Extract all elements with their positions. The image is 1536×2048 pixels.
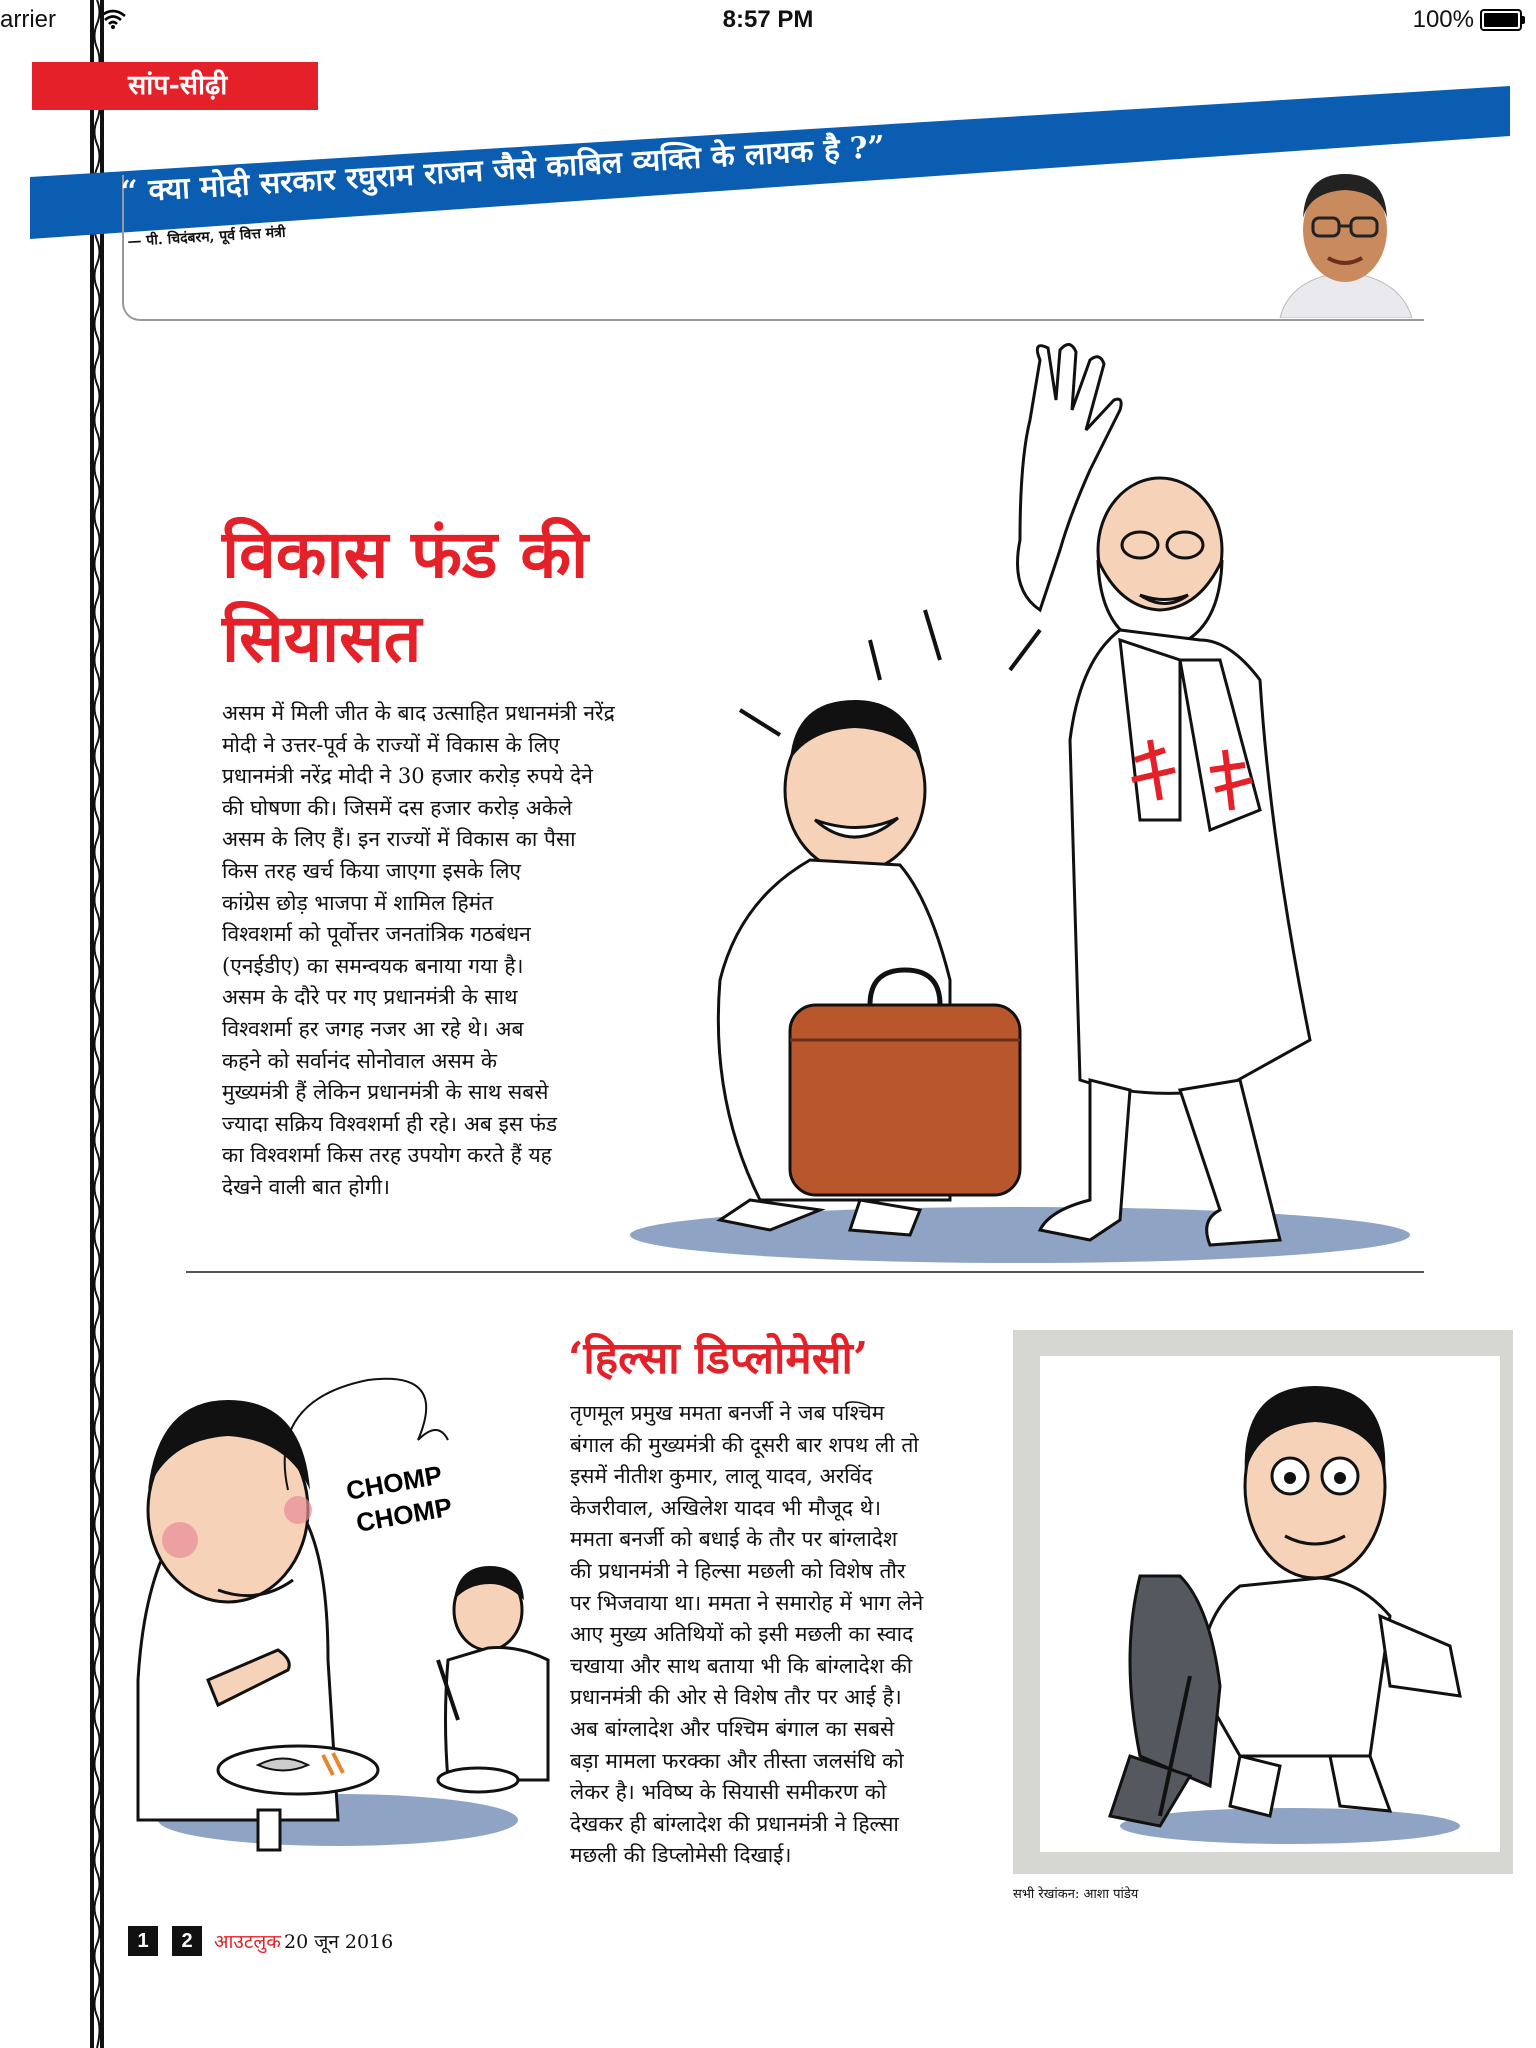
battery-percent: 100%: [1412, 6, 1474, 33]
body-line: कांग्रेस छोड़ भाजपा में शामिल हिमंत: [222, 890, 494, 915]
page-number-digit: 1: [128, 1926, 158, 1956]
body-line: विश्वशर्मा हर जगह नजर आ रहे थे। अब: [222, 1016, 524, 1041]
publication-name: आउटलुक: [214, 1931, 281, 1953]
issue-date: 20 जून 2016: [284, 1931, 394, 1953]
body-line: प्रधानमंत्री नरेंद्र मोदी ने 30 हजार करोड़ रुपये देने: [222, 764, 593, 789]
body-line: मोदी ने उत्तर-पूर्व के राज्यों में विकास के लिए: [222, 732, 560, 757]
illustration-credit: सभी रेखांकन: आशा पांडेय: [1013, 1887, 1139, 1902]
body-line: कहने को सर्वानंद सोनोवाल असम के: [222, 1048, 498, 1073]
body-line: प्रधानमंत्री की ओर से विशेष तौर पर आई है।: [570, 1685, 902, 1710]
body-line: इसमें नीतीश कुमार, लालू यादव, अरविंद: [570, 1464, 873, 1489]
body-line: बड़ा मामला फरक्का और तीस्ता जलसंधि को: [570, 1748, 904, 1773]
body-line: असम में मिली जीत के बाद उत्साहित प्रधानमंत्री नरेंद्र: [222, 701, 615, 725]
body-line: पर भिजवाया था। ममता ने समारोह में भाग लेने: [570, 1590, 924, 1615]
binding-spine: [90, 0, 104, 2048]
body-line: किस तरह खर्च किया जाएगा इसके लिए: [222, 858, 522, 883]
body-line: बंगाल की मुख्यमंत्री की दूसरी बार शपथ ली तो: [570, 1432, 919, 1457]
article1-body: [222, 698, 670, 1204]
article1-headline: [222, 512, 588, 680]
body-line: मुख्यमंत्री हैं लेकिन प्रधानमंत्री के साथ सबसे: [222, 1080, 549, 1105]
headline-line: विकास फंड की: [222, 515, 589, 593]
cartoon-mamata-dinner: [118, 1360, 558, 1860]
body-line: अब बांग्लादेश और पश्चिम बंगाल का सबसे: [570, 1716, 895, 1741]
body-line: केजरीवाल, अखिलेश यादव भी मौजूद थे।: [570, 1495, 882, 1520]
body-line: ज्यादा सक्रिय विश्वशर्मा ही रहे। अब इस फंड: [222, 1111, 558, 1136]
body-line: विश्वशर्मा को पूर्वोत्तर जनतांत्रिक गठबंधन: [222, 922, 531, 947]
body-line: चखाया और साथ बताया भी कि बांग्लादेश की: [570, 1653, 913, 1678]
article2-body: [570, 1398, 980, 1872]
body-line: असम के लिए हैं। इन राज्यों में विकास का पैसा: [222, 827, 576, 852]
page-number-digit: 2: [172, 1926, 202, 1956]
section-tag: सांप-सीढ़ी: [32, 62, 318, 110]
body-line: देखकर ही बांग्लादेश की प्रधानमंत्री ने हिल्सा: [570, 1811, 899, 1836]
body-line: की प्रधानमंत्री ने हिल्सा मछली को विशेष तौर: [570, 1558, 906, 1583]
cartoon-modi-sarma: [620, 340, 1440, 1270]
body-line: का विश्वशर्मा किस तरह उपयोग करते हैं यह: [222, 1143, 552, 1168]
body-line: की घोषणा की। जिसमें दस हजार करोड़ अकेले: [222, 795, 573, 820]
cartoon-traveller: [1040, 1356, 1500, 1852]
body-line: असम के दौरे पर गए प्रधानमंत्री के साथ: [222, 985, 518, 1010]
battery-icon: [1480, 9, 1522, 31]
clock: 8:57 PM: [722, 6, 814, 33]
body-line: आए मुख्य अतिथियों को इसी मछली का स्वाद: [570, 1622, 914, 1647]
body-line: देखने वाली बात होगी।: [222, 1174, 391, 1199]
headline-line: सियासत: [222, 599, 422, 677]
body-line: लेकर है। भविष्य के सियासी समीकरण को: [570, 1780, 887, 1805]
carrier-label: arrier: [0, 6, 57, 33]
chidambaram-portrait: [1270, 160, 1420, 318]
article2-headline: ‘हिल्सा डिप्लोमेसी’: [568, 1333, 869, 1384]
suitcase: [790, 1005, 1020, 1195]
body-line: तृणमूल प्रमुख ममता बनर्जी ने जब पश्चिम: [570, 1401, 885, 1425]
status-bar: [0, 0, 1536, 40]
section-divider: [186, 1271, 1424, 1273]
body-line: मछली की डिप्लोमेसी दिखाई।: [570, 1843, 792, 1868]
body-line: (एनईडीए) का समन्वयक बनाया गया है।: [222, 953, 524, 978]
body-line: ममता बनर्जी को बधाई के तौर पर बांग्लादेश: [570, 1527, 898, 1552]
quote-text: “ क्या मोदी सरकार रघुराम राजन जैसे काबिल व्यक्ति के लायक है ?”: [119, 129, 886, 211]
sound-effect-text: CHOMP: [343, 1459, 445, 1506]
battery-status: [1413, 6, 1522, 34]
quote-attribution: — पी. चिदंबरम, पूर्व वित्त मंत्री: [126, 224, 286, 251]
sound-effect-text: CHOMP: [353, 1491, 455, 1538]
